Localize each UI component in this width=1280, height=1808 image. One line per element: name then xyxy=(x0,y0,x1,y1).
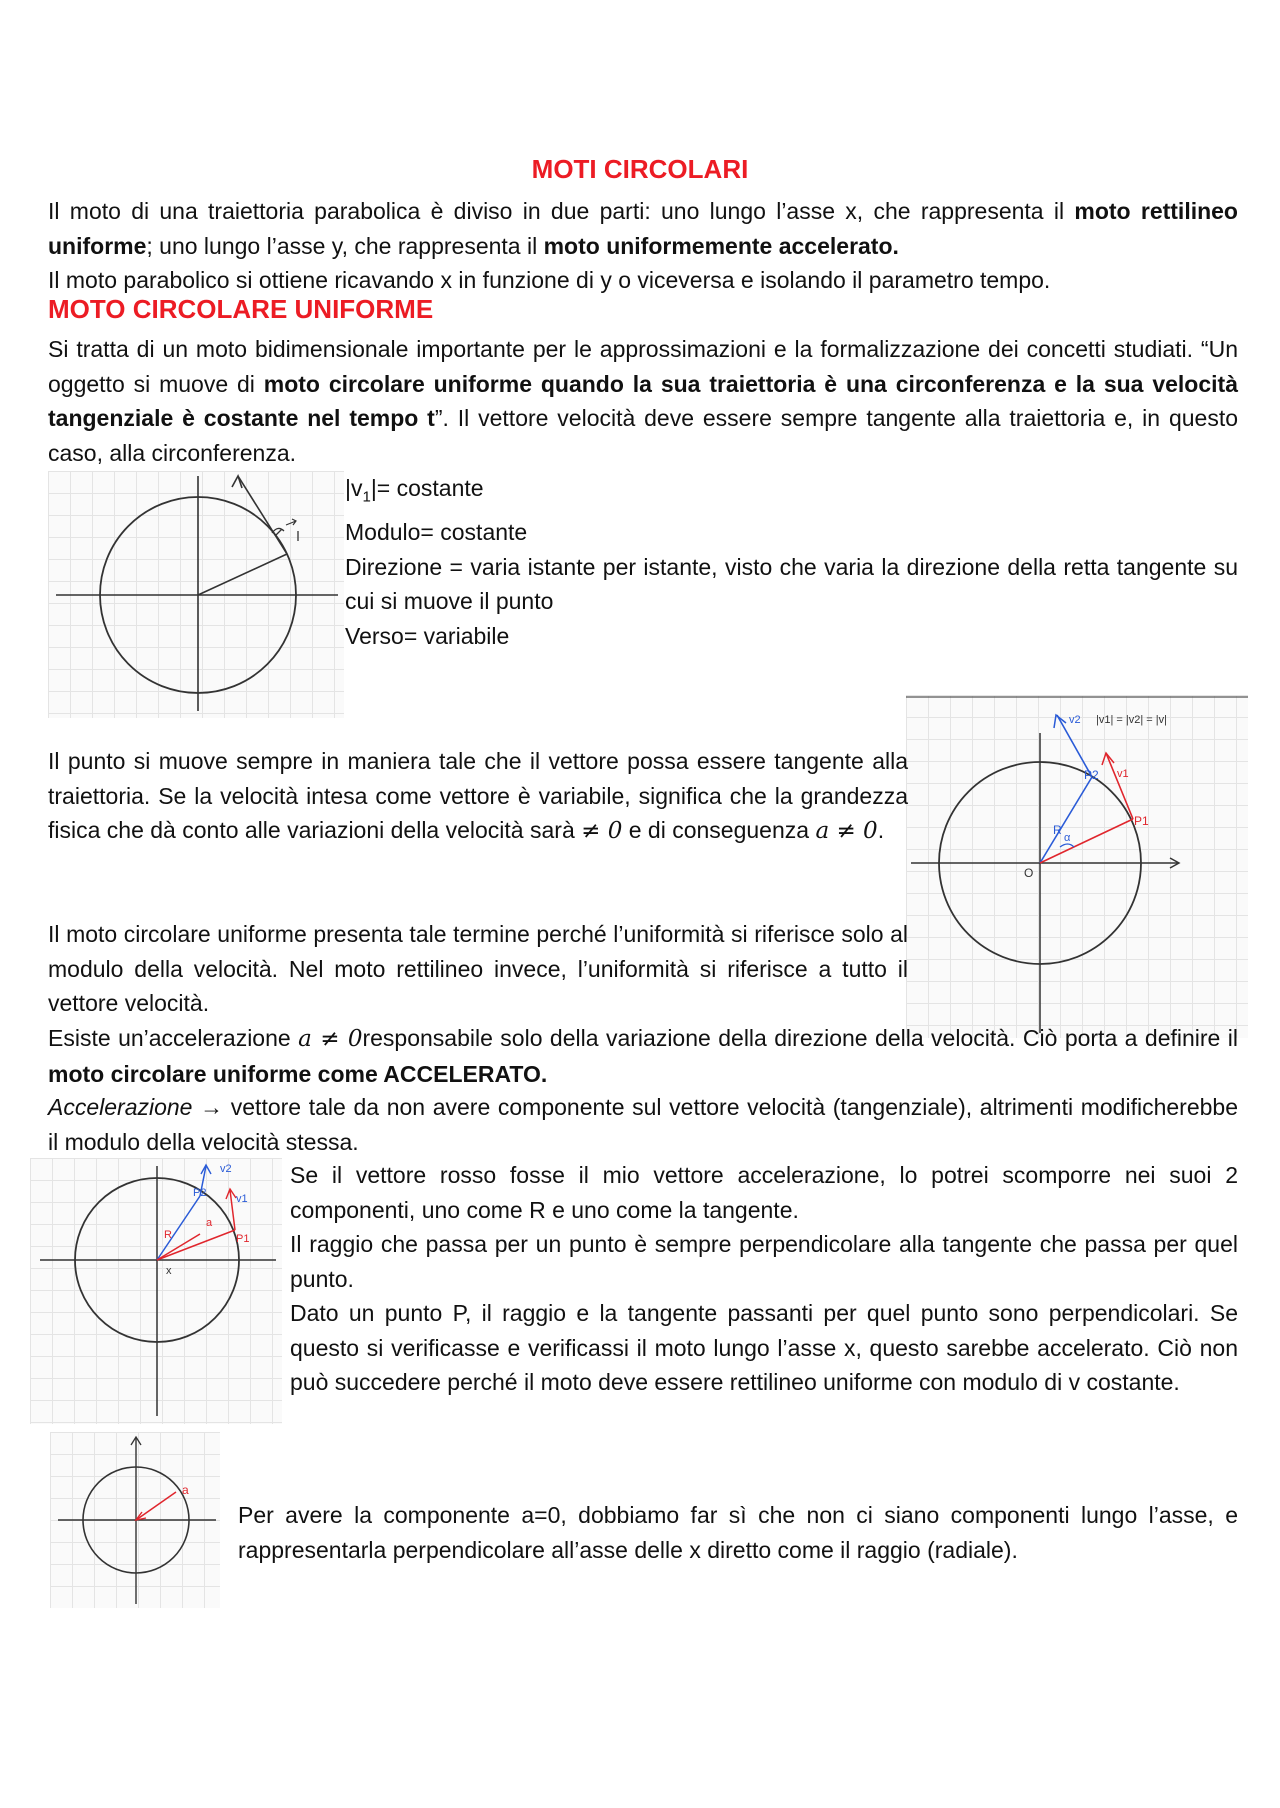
label-p2: P2 xyxy=(193,1187,207,1199)
figure-circle-tangent-vector xyxy=(48,471,344,718)
property-verso: Verso= variabile xyxy=(345,622,510,649)
label-p1: P1 xyxy=(236,1233,250,1245)
label-v2: v2 xyxy=(220,1163,232,1175)
section-heading: MOTO CIRCOLARE UNIFORME xyxy=(48,294,434,324)
label-alpha: α xyxy=(1064,832,1071,844)
label-r: R xyxy=(164,1229,172,1241)
red-vector-text-a: Se il vettore rosso fosse il mio vettore accelerazione, lo potrei scomporre nei suoi 2 componenti, uno come R e uno come la tangente. xyxy=(290,1162,1238,1223)
figure-radial-acceleration xyxy=(50,1432,220,1608)
uniform-paragraph-a: Il moto circolare uniforme presenta tale termine perché l’uniformità si riferisce solo al modulo della velocità. Nel moto rettilineo invece, l’uniformità si riferisce a tutto il vettore velocità. xyxy=(48,921,908,1016)
label-a: a xyxy=(206,1217,213,1229)
label-v1: v1 xyxy=(236,1193,248,1205)
label-p1: P1 xyxy=(1134,814,1149,828)
property-v1: $|v_1|=$ costante xyxy=(345,475,484,506)
label-p2: P2 xyxy=(1084,768,1099,782)
label-r: R xyxy=(1053,823,1062,837)
uniform-paragraph-b: Esiste un’accelerazione a ≠ 0responsabile solo della variazione della direzione della velocità. Ciò porta a definire il moto circolare uniforme come ACCELERATO. xyxy=(48,1025,1238,1087)
label-v2: v2 xyxy=(1069,714,1081,726)
label-x: x xyxy=(166,1265,172,1277)
red-vector-text-c: Dato un punto P, il raggio e la tangente passanti per quel punto sono perpendicolari. Se questo si verificasse e verificassi il moto lungo l’asse x, questo sarebbe accelerato. Ciò non può succedere perché il moto deve essere rettilineo uniforme con modulo di v costante. xyxy=(290,1300,1238,1395)
label-origin: O xyxy=(1024,866,1034,880)
figure-velocity-vectors xyxy=(906,695,1248,1038)
label-a: a xyxy=(182,1483,189,1497)
tangent-paragraph: Il punto si muove sempre in maniera tale che il vettore possa essere tangente alla traiettoria. Se la velocità intesa come vettore è variabile, significa che la grandezza fisica che dà conto alle variazioni della velocità sarà ≠ 0 e di conseguenza a ≠ 0. xyxy=(48,748,908,844)
definition-paragraph: Si tratta di un moto bidimensionale importante per le approssimazioni e la formalizzazione dei concetti studiati. “Un oggetto si muove di moto circolare uniforme quando la sua traiettoria è una circonferenza e la sua velocità tangenziale è costante nel tempo t”. Il vettore velocità deve essere sempre tangente alla traiettoria e, in questo caso, alla circonferenza. xyxy=(48,336,1238,466)
acceleration-paragraph: Accelerazione → vettore tale da non avere componente sul vettore velocità (tangenziale), altrimenti modificherebbe il modulo della velocità stessa. xyxy=(48,1094,1238,1155)
red-vector-text-b: Il raggio che passa per un punto è sempre perpendicolare alla tangente che passa per quel punto. xyxy=(290,1231,1238,1292)
red-vector-paragraph xyxy=(290,1158,1238,1400)
intro-paragraph-2: Il moto parabolico si ottiene ricavando x in funzione di y o viceversa e isolando il parametro tempo. xyxy=(48,267,1051,293)
label-v1: v1 xyxy=(1117,768,1129,780)
property-modulo: Modulo= costante xyxy=(345,519,528,546)
page-title: MOTI CIRCOLARI xyxy=(531,154,749,184)
final-paragraph: Per avere la componente a=0, dobbiamo far sì che non ci siano componenti lungo l’asse, e rappresentarla perpendicolare all’asse delle x diretto come il raggio (radiale). xyxy=(238,1502,1238,1563)
label-modulus-note: |v1| = |v2| = |v| xyxy=(1096,714,1167,726)
property-direzione: Direzione = varia istante per istante, visto che varia la direzione della retta tangente su cui si muove il punto xyxy=(345,553,1238,615)
intro-paragraph-1: Il moto di una traiettoria parabolica è diviso in due parti: uno lungo l’asse x, che rappresenta il moto rettilineo uniforme; uno lungo l’asse y, che rappresenta il moto uniformemente accelerato. xyxy=(48,198,1238,259)
figure-acceleration-decomposition xyxy=(30,1158,282,1424)
properties-list xyxy=(345,471,1238,653)
